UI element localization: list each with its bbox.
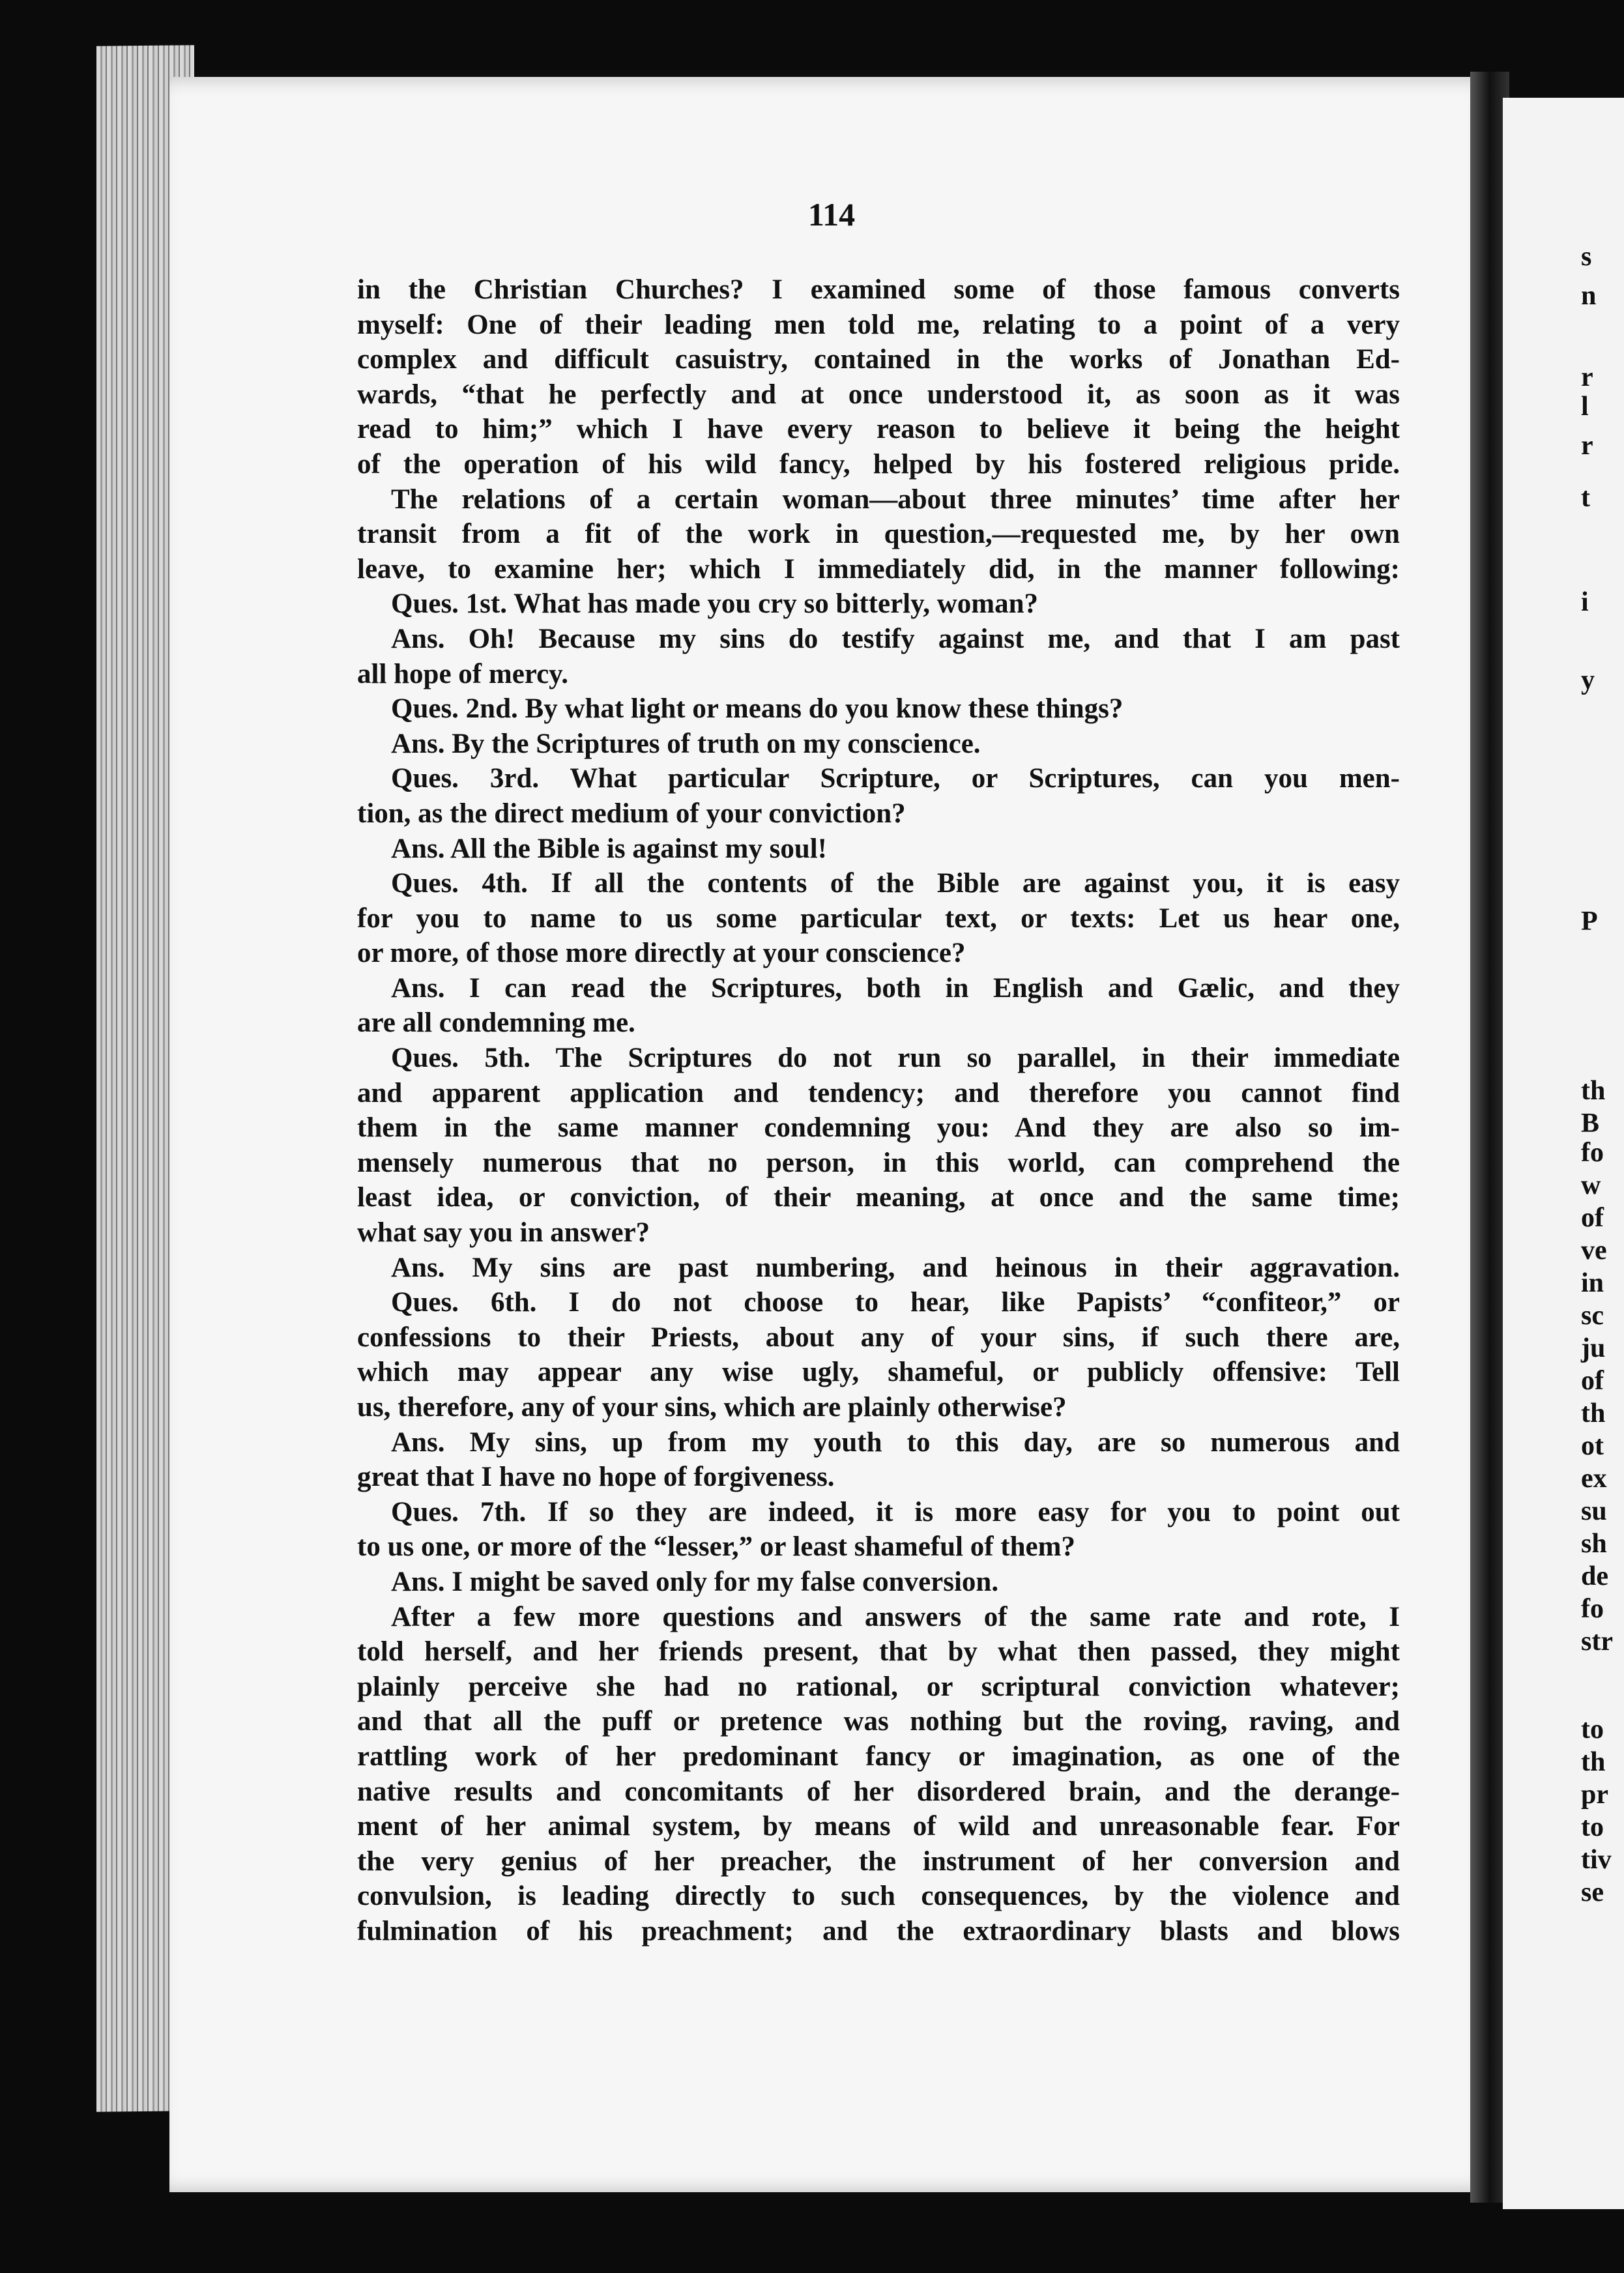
facing-text-fragment: sh (1581, 1529, 1607, 1559)
facing-text-fragment: i (1581, 587, 1589, 617)
facing-text-fragment: th (1581, 1747, 1606, 1777)
text-line: Ques. 7th. If so they are indeed, it is more easy for you to point out (391, 1496, 1400, 1527)
facing-text-fragment: de (1581, 1561, 1608, 1591)
text-line: wards, “that he perfectly and at once understood it, as soon as it was (357, 379, 1400, 410)
text-line: mensely numerous that no person, in this world, can comprehend the (357, 1147, 1400, 1178)
facing-text-fragment: to (1581, 1715, 1604, 1745)
text-line: Ans. My sins, up from my youth to this day, are so numerous and (391, 1426, 1400, 1458)
text-line: Ques. 1st. What has made you cry so bitterly, woman? (391, 588, 1039, 620)
text-line: read to him;” which I have every reason to believe it being the height (357, 414, 1400, 445)
text-line: leave, to examine her; which I immediately did, in the manner following: (357, 553, 1400, 585)
text-line: Ques. 6th. I do not choose to hear, like Papists’ “confiteor,” or (391, 1287, 1400, 1318)
text-line: Ans. All the Bible is against my soul! (391, 833, 827, 864)
text-line: to us one, or more of the “lesser,” or least shameful of them? (357, 1531, 1075, 1563)
facing-text-fragment: fo (1581, 1594, 1604, 1624)
text-line: Ques. 3rd. What particular Scripture, or Scriptures, can you men- (391, 763, 1400, 794)
text-line: tion, as the direct medium of your conviction? (357, 798, 906, 829)
text-line: Ans. Oh! Because my sins do testify against me, and that I am past (391, 623, 1400, 654)
facing-text-fragment: tiv (1581, 1845, 1612, 1875)
page-number: 114 (807, 196, 856, 233)
text-line: Ques. 4th. If all the contents of the Bible are against you, it is easy (391, 868, 1400, 899)
facing-page (1503, 98, 1624, 2209)
facing-text-fragment: th (1581, 1398, 1606, 1428)
text-line: ment of her animal system, by means of wild and unreasonable fear. For (357, 1811, 1400, 1842)
text-line: and apparent application and tendency; and therefore you cannot find (357, 1077, 1400, 1108)
text-line: The relations of a certain woman—about three minutes’ time after her (391, 484, 1400, 515)
text-line: in the Christian Churches? I examined some of those famous converts (357, 274, 1400, 305)
text-line: convulsion, is leading directly to such consequences, by the violence and (357, 1881, 1400, 1912)
facing-text-fragment: B (1581, 1108, 1600, 1138)
text-line: Ques. 2nd. By what light or means do you know these things? (391, 693, 1124, 725)
text-line: complex and difficult casuistry, contained in the works of Jonathan Ed- (357, 344, 1400, 375)
text-line: of the operation of his wild fancy, helped by his fostered religious pride. (357, 448, 1400, 480)
facing-text-fragment: of (1581, 1203, 1604, 1233)
text-line: the very genius of her preacher, the instrument of her conversion and (357, 1846, 1400, 1877)
text-line: transit from a fit of the work in question,—requested me, by her own (357, 519, 1400, 550)
text-line: After a few more questions and answers of the same rate and rote, I (391, 1601, 1400, 1632)
facing-text-fragment: ex (1581, 1464, 1607, 1494)
text-line: which may appear any wise ugly, shameful, or publicly offensive: Tell (357, 1357, 1400, 1388)
text-line: Ans. I might be saved only for my false conversion. (391, 1566, 999, 1597)
facing-text-fragment: n (1581, 281, 1597, 311)
text-line: for you to name to us some particular text, or texts: Let us hear one, (357, 903, 1400, 934)
text-line: Ques. 5th. The Scriptures do not run so parallel, in their immediate (391, 1043, 1400, 1074)
facing-text-fragment: t (1581, 483, 1590, 513)
facing-text-fragment: su (1581, 1496, 1607, 1526)
text-line: us, therefore, any of your sins, which are plainly otherwise? (357, 1392, 1067, 1423)
facing-text-fragment: sc (1581, 1301, 1604, 1331)
text-line: Ans. By the Scriptures of truth on my conscience. (391, 728, 981, 759)
text-line: or more, of those more directly at your conscience? (357, 938, 966, 969)
text-line: and that all the puff or pretence was nothing but the roving, raving, and (357, 1706, 1400, 1737)
text-line: confessions to their Priests, about any of your sins, if such there are, (357, 1322, 1400, 1353)
facing-text-fragment: to (1581, 1812, 1604, 1842)
text-line: native results and concomitants of her disordered brain, and the derange- (357, 1776, 1400, 1807)
text-line: least idea, or conviction, of their meaning, at once and the same time; (357, 1182, 1400, 1213)
facing-text-fragment: ju (1581, 1333, 1606, 1363)
text-line: plainly perceive she had no rational, or scriptural conviction whatever; (357, 1671, 1400, 1702)
facing-text-fragment: in (1581, 1268, 1604, 1298)
facing-text-fragment: P (1581, 906, 1598, 936)
facing-text-fragment: th (1581, 1076, 1606, 1106)
facing-text-fragment: pr (1581, 1780, 1608, 1810)
facing-text-fragment: s (1581, 242, 1592, 272)
text-line: them in the same manner condemning you: And they are also so im- (357, 1112, 1400, 1144)
facing-text-fragment: of (1581, 1366, 1604, 1396)
facing-text-fragment: ot (1581, 1431, 1604, 1461)
text-line: are all condemning me. (357, 1007, 635, 1039)
text-line: Ans. I can read the Scriptures, both in English and Gælic, and they (391, 972, 1400, 1004)
facing-text-fragment: ve (1581, 1236, 1607, 1266)
text-line: told herself, and her friends present, that by what then passed, they might (357, 1636, 1400, 1668)
facing-text-fragment: l (1581, 392, 1589, 422)
text-line: fulmination of his preachment; and the extraordinary blasts and blows (357, 1915, 1400, 1947)
facing-text-fragment: fo (1581, 1138, 1604, 1168)
text-line: Ans. My sins are past numbering, and heinous in their aggravation. (391, 1252, 1400, 1283)
facing-text-fragment: w (1581, 1170, 1601, 1200)
text-line: rattling work of her predominant fancy or imagination, as one of the (357, 1741, 1400, 1772)
text-line: myself: One of their leading men told me, relating to a point of a very (357, 309, 1400, 340)
text-line: great that I have no hope of forgiveness. (357, 1462, 835, 1493)
text-line: what say you in answer? (357, 1217, 650, 1249)
facing-text-fragment: str (1581, 1627, 1613, 1657)
body-text (357, 272, 1400, 1949)
facing-text-fragment: y (1581, 665, 1595, 695)
facing-text-fragment: se (1581, 1877, 1604, 1907)
text-line: all hope of mercy. (357, 658, 569, 689)
facing-text-fragment: r (1581, 431, 1593, 461)
facing-text-fragment: r (1581, 362, 1593, 392)
